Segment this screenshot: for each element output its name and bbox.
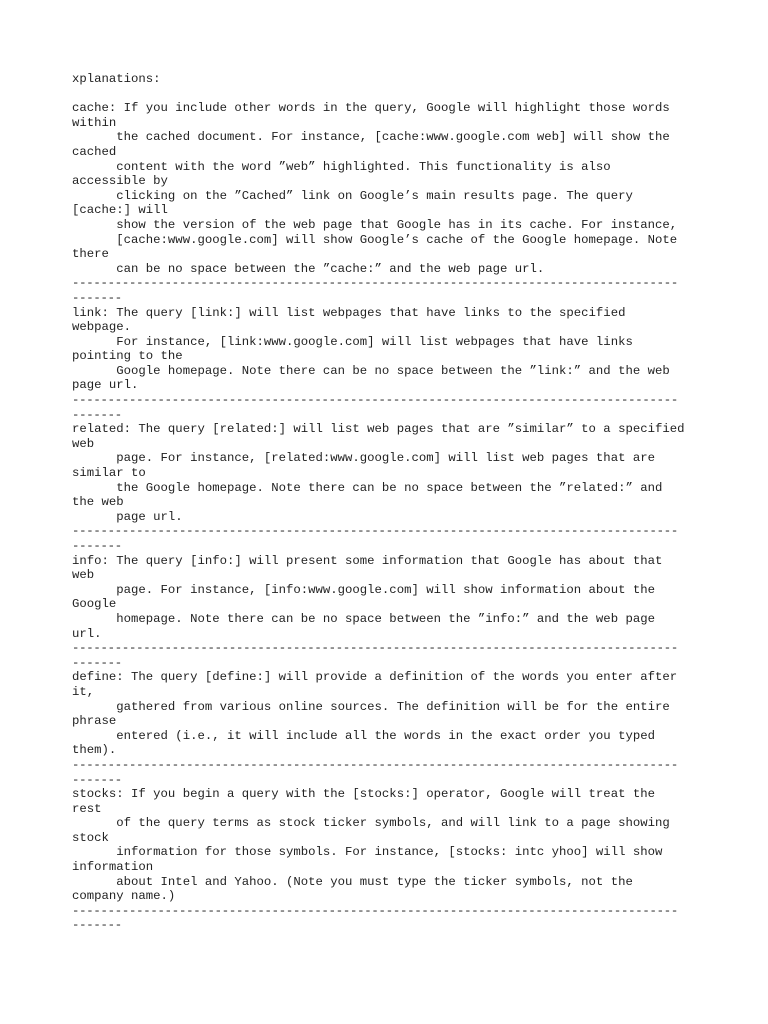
separator-line: ------------------------------------------------------------------------------------- — [72, 276, 678, 291]
separator-line: ------------------------------------------------------------------------------------- — [72, 641, 678, 656]
operator-sections — [72, 101, 696, 933]
section-info — [72, 554, 696, 671]
section-line: show the version of the web page that Google has in its cache. For instance, — [72, 217, 678, 232]
section-line: Google homepage. Note there can be no space between the ”link:” and the web — [72, 363, 670, 378]
separator-line: ------- — [72, 655, 122, 670]
section-line: of the query terms as stock ticker symbols, and will link to a page showing — [72, 816, 670, 831]
section-line: the web — [72, 495, 124, 510]
section-line: clicking on the ”Cached” link on Google’s main results page. The query — [72, 188, 633, 203]
section-define — [72, 670, 696, 787]
section-line: entered (i.e., it will include all the words in the exact order you typed — [72, 728, 655, 743]
section-line: within — [72, 115, 117, 130]
section-line: url. — [72, 626, 102, 641]
section-line: it, — [72, 684, 95, 699]
section-line: For instance, [link:www.google.com] will list webpages that have links — [72, 334, 633, 349]
section-line: info: The query [info:] will present some information that Google has about that — [72, 553, 663, 568]
separator-line: ------- — [72, 539, 122, 553]
separator-line: ------------------------------------------------------------------------------------- — [72, 757, 678, 772]
section-line: [cache:www.google.com] will show Google’s cache of the Google homepage. Note — [72, 232, 678, 247]
section-line: page. For instance, [related:www.google.com] will list web pages that are — [72, 451, 655, 466]
section-line: the cached document. For instance, [cache:www.google.com web] will show the — [72, 130, 670, 145]
section-line: cached — [72, 144, 117, 159]
section-line: link: The query [link:] will list webpages that have links to the specified — [72, 305, 626, 320]
section-line: gathered from various online sources. The definition will be for the entire — [72, 699, 670, 714]
section-line: stock — [72, 830, 109, 845]
separator-line: ------- — [72, 772, 122, 787]
section-line: web — [72, 436, 95, 451]
section-line: content with the word ”web” highlighted. This functionality is also — [72, 159, 611, 174]
section-related — [72, 422, 696, 553]
document-page — [72, 72, 696, 933]
section-line: phrase — [72, 714, 117, 729]
blank-line — [72, 87, 696, 102]
section-line: [cache:] will — [72, 203, 168, 218]
section-line: stocks: If you begin a query with the [stocks:] operator, Google will treat the — [72, 787, 655, 802]
section-line: information — [72, 860, 154, 875]
separator-line: ------- — [72, 918, 122, 933]
section-line: cache: If you include other words in the query, Google will highlight those words — [72, 101, 670, 116]
section-line: page. For instance, [info:www.google.com] will show information about the — [72, 582, 655, 597]
section-line: company name.) — [72, 889, 176, 904]
section-line: homepage. Note there can be no space between the ”info:” and the web page — [72, 611, 655, 626]
section-line: can be no space between the ”cache:” and the web page url. — [72, 261, 545, 276]
section-line: Google — [72, 597, 117, 612]
section-line: accessible by — [72, 174, 168, 189]
section-line: webpage. — [72, 320, 132, 335]
separator-line: ------------------------------------------------------------------------------------- — [72, 393, 678, 408]
separator-line: ------------------------------------------------------------------------------------- — [72, 524, 678, 539]
section-line: there — [72, 247, 109, 262]
section-stocks — [72, 787, 696, 933]
section-line: define: The query [define:] will provide a definition of the words you enter after — [72, 670, 678, 685]
section-line: pointing to the — [72, 349, 183, 364]
section-line: information for those symbols. For instance, [stocks: intc yhoo] will show — [72, 845, 663, 860]
separator-line: ------- — [72, 290, 122, 305]
separator-line: ------------------------------------------------------------------------------------- — [72, 903, 678, 918]
section-line: rest — [72, 801, 102, 816]
section-line: related: The query [related:] will list web pages that are ”similar” to a specified — [72, 422, 685, 437]
section-line: about Intel and Yahoo. (Note you must type the ticker symbols, not the — [72, 874, 633, 889]
document-heading: xplanations: — [72, 72, 161, 86]
section-line: web — [72, 568, 95, 583]
section-line: them). — [72, 743, 117, 758]
section-line: similar to — [72, 466, 146, 481]
section-link — [72, 306, 696, 423]
separator-line: ------- — [72, 407, 122, 422]
section-line: page url. — [72, 378, 139, 393]
section-line: page url. — [72, 509, 183, 524]
section-cache — [72, 101, 696, 305]
section-line: the Google homepage. Note there can be no space between the ”related:” and — [72, 480, 663, 495]
